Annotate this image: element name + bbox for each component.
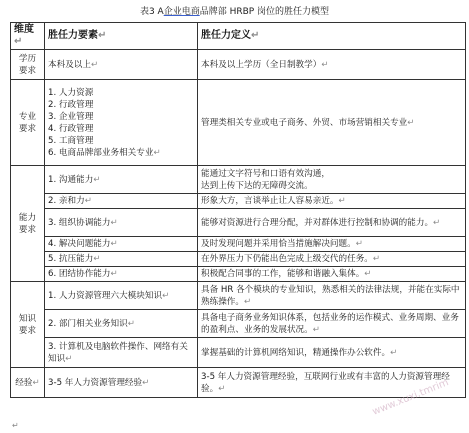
definition-cell: 掌握基础的计算机网络知识，精通操作办公软件。↵ [198, 338, 466, 368]
header-dimension: 维度↵ [11, 23, 45, 50]
table-row [11, 237, 466, 252]
definition-cell: 3-5 年人力资源管理经验，互联网行业或有丰富的人力资源管理经验。↵ [198, 368, 466, 398]
table-row [11, 50, 466, 80]
dimension-cell: 学历 要求 [11, 50, 45, 80]
table-row [11, 80, 466, 166]
table-row [11, 166, 466, 194]
element-cell: 2. 亲和力↵ [45, 194, 198, 209]
caption-underlined: 企业电商 [163, 7, 200, 17]
element-cell: 5. 抗压能力↵ [45, 252, 198, 267]
watermark: www.xuxi.tmrim [370, 377, 451, 418]
definition-cell: 及时发现问题并采用恰当措施解决问题。↵ [198, 237, 466, 252]
definition-cell: 具备 HR 各个模块的专业知识，熟悉相关的法律法规，并能在实际中熟练操作。↵ [198, 282, 466, 310]
definition-cell: 在外界压力下仍能出色完成上级交代的任务。↵ [198, 252, 466, 267]
table-row [11, 282, 466, 310]
dimension-cell: 专业 要求 [11, 80, 45, 166]
definition-cell: 积极配合同事的工作，能够和谐融入集体。↵ [198, 267, 466, 282]
table-row [11, 194, 466, 209]
table-row [11, 209, 466, 237]
table-row [11, 252, 466, 267]
table-row [11, 310, 466, 338]
element-cell: 2. 部门相关业务知识↵ [45, 310, 198, 338]
element-cell: 3. 计算机及电脑软件操作、网络有关知识↵ [45, 338, 198, 368]
dimension-cell: 知识 要求 [11, 282, 45, 368]
definition-cell: 具备电子商务业务知识体系，包括业务的运作模式、业务周期、业务的盈利点、业务的发展状况。↵ [198, 310, 466, 338]
header-definition: 胜任力定义↵ [198, 23, 466, 50]
table-row [11, 338, 466, 368]
header-element: 胜任力要素↵ [45, 23, 198, 50]
element-cell: 4. 解决问题能力↵ [45, 237, 198, 252]
definition-cell: 形象大方，言谈举止让人容易亲近。↵ [198, 194, 466, 209]
definition-cell: 本科及以上学历（全日制教学）↵ [198, 50, 466, 80]
element-cell: 6. 团结协作能力↵ [45, 267, 198, 282]
element-cell: 3. 组织协调能力↵ [45, 209, 198, 237]
caption-prefix: 表3 A [139, 7, 164, 17]
element-cell: 1. 人力资源管理六大模块知识↵ [45, 282, 198, 310]
dimension-cell: 经验↵ [11, 368, 45, 398]
dimension-cell: 能力 要求 [11, 166, 45, 282]
trailing-paragraph-mark: ↵ [12, 421, 19, 430]
competency-table [10, 22, 466, 398]
definition-cell: 能够对资源进行合理分配，并对群体进行控制和协调的能力。↵ [198, 209, 466, 237]
table-row [11, 368, 466, 398]
table-header-row [11, 23, 466, 50]
caption-suffix: 品牌部 HRBP 岗位的胜任力模型 [199, 7, 330, 17]
element-cell: 1. 沟通能力↵ [45, 166, 198, 194]
element-cell: 本科及以上↵ [45, 50, 198, 80]
table-row [11, 267, 466, 282]
definition-cell: 管理类相关专业或电子商务、外贸、市场营销相关专业↵ [198, 80, 466, 166]
element-cell: 3-5 年人力资源管理经验↵ [45, 368, 198, 398]
definition-cell: 能通过文字符号和口语有效沟通， 达到上传下达的无障碍交流。 [198, 166, 466, 194]
table-caption [0, 6, 469, 18]
element-cell: 1. 人力资源 2. 行政管理 3. 企业管理 4. 行政管理 5. 工商管理 6. 电商品牌部业务相关专业↵ [45, 80, 198, 166]
